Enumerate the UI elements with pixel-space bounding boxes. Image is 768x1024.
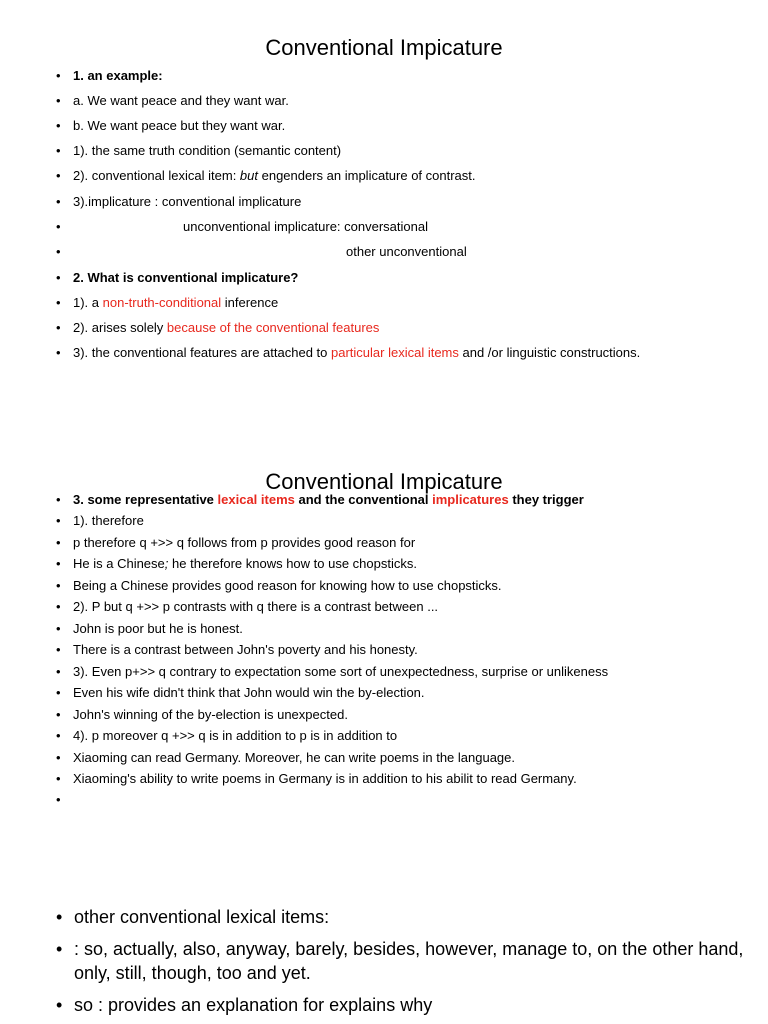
slide2-bullet-item — [56, 620, 748, 637]
bullet-text — [73, 167, 748, 184]
text-run: 1). the same truth condition (semantic content) — [73, 143, 342, 158]
text-run: he therefore knows how to use chopsticks. — [168, 556, 417, 571]
slide2-bullet-item — [56, 727, 748, 744]
bullet-text — [73, 243, 748, 260]
slide1-bullet-item — [56, 344, 748, 361]
bullet-text — [73, 193, 748, 210]
text-run: implicatures — [432, 492, 509, 507]
slide2-bullet-item — [56, 663, 748, 680]
bullet-dot-icon: • — [56, 750, 61, 765]
text-run: He is a Chinese — [73, 556, 165, 571]
text-run: 3). the conventional features are attached to — [73, 345, 332, 360]
text-run: engenders an implicature of contrast. — [258, 168, 476, 183]
bullet-text — [73, 534, 748, 551]
text-run: but — [239, 168, 258, 183]
text-run: particular lexical items — [331, 345, 459, 360]
bullet-dot-icon: • — [56, 219, 61, 234]
slide2-bullet-item — [56, 684, 748, 701]
text-run: Xiaoming can read Germany. Moreover, he can write poems in the language. — [73, 750, 515, 765]
bullet-dot-icon: • — [56, 728, 61, 743]
bullet-dot-icon: • — [56, 194, 61, 209]
text-run: inference — [221, 295, 279, 310]
text-run: John's winning of the by-election is unexpected. — [73, 707, 348, 722]
slide1-bullet-item — [56, 167, 748, 184]
bullet-dot-icon: • — [56, 621, 61, 636]
bullet-text — [73, 269, 748, 286]
slide1-bullet-item — [56, 294, 748, 311]
bullet-dot-icon: • — [56, 995, 63, 1015]
bullet-dot-icon: • — [56, 118, 61, 133]
slide2-bullet-item — [56, 770, 748, 787]
bullet-text — [73, 727, 748, 744]
bullet-dot-icon: • — [56, 771, 61, 786]
bullet-dot-icon: • — [56, 707, 61, 722]
bullet-text — [73, 641, 748, 658]
slide1-bullet-item — [56, 117, 748, 134]
slide1-bullet-item — [56, 67, 748, 84]
bullet-dot-icon: • — [56, 642, 61, 657]
bullet-dot-icon: • — [56, 578, 61, 593]
slide2-bullet-item — [56, 555, 748, 572]
text-run: 1. an example: — [73, 68, 163, 83]
text-run: p therefore q +>> q follows from p provides good reason for — [73, 535, 416, 550]
text-run: 3). Even p+>> q contrary to expectation some sort of unexpectedness, surprise or unlikeness — [73, 664, 609, 679]
bullet-text — [73, 491, 748, 508]
text-run: other conventional lexical items: — [74, 907, 330, 927]
bullet-text — [74, 937, 748, 985]
bullet-dot-icon: • — [56, 535, 61, 550]
slide2-bullet-item — [56, 598, 748, 615]
bullet-dot-icon: • — [56, 320, 61, 335]
text-run: they trigger — [508, 492, 584, 507]
text-run: : so, actually, also, anyway, barely, besides, however, manage to, on the other hand, only, still, though, too and yet. — [74, 939, 744, 983]
bullet-text — [73, 142, 748, 159]
text-run: so : provides an explanation for explains why — [74, 995, 433, 1015]
bullet-dot-icon: • — [56, 93, 61, 108]
bullet-dot-icon: • — [56, 599, 61, 614]
bullet-text — [73, 512, 748, 529]
bullet-text — [73, 663, 748, 680]
text-run: 1). a — [73, 295, 103, 310]
text-run: John is poor but he is honest. — [73, 621, 243, 636]
text-run: non-truth-conditional — [102, 295, 222, 310]
text-run: There is a contrast between John's poverty and his honesty. — [73, 642, 418, 657]
bullet-text — [73, 218, 748, 235]
slide1-bullet-item — [56, 269, 748, 286]
text-run: because of the conventional features — [166, 320, 380, 335]
slide1-bullet-item — [56, 193, 748, 210]
slide2-title: Conventional Impicature — [265, 469, 503, 494]
text-run: 1). therefore — [73, 513, 144, 528]
text-run: 2). conventional lexical item: — [73, 168, 240, 183]
bullet-dot-icon: • — [56, 664, 61, 679]
text-run: 2). P but q +>> p contrasts with q there is a contrast between ... — [73, 599, 439, 614]
slide3-bullet-item — [56, 937, 748, 985]
bullet-dot-icon: • — [56, 143, 61, 158]
text-run: lexical items — [217, 492, 295, 507]
text-run: and /or linguistic constructions. — [458, 345, 641, 360]
slide2-bullet-item — [56, 641, 748, 658]
bullet-text — [73, 770, 748, 787]
slide1-bullet-item — [56, 319, 748, 336]
text-run: other unconventional — [346, 244, 467, 259]
slide2-bullet-item — [56, 512, 748, 529]
bullet-dot-icon: • — [56, 492, 61, 507]
bullet-text — [73, 67, 748, 84]
text-run: 2). arises solely — [73, 320, 167, 335]
slide1-bullet-item — [56, 243, 748, 260]
text-run: Even his wife didn't think that John would win the by-election. — [73, 685, 425, 700]
bullet-dot-icon: • — [56, 685, 61, 700]
bullet-dot-icon: • — [56, 270, 61, 285]
slide1-bullet-item — [56, 218, 748, 235]
text-run: ; — [164, 556, 169, 571]
slide2-bullet-item — [56, 491, 748, 508]
bullet-text — [73, 344, 748, 361]
slide2-bullet-item — [56, 534, 748, 551]
slide3-bullet-item — [56, 993, 748, 1017]
bullet-text — [73, 294, 748, 311]
text-run: Xiaoming's ability to write poems in Germany is in addition to his abilit to read Germany. — [73, 771, 577, 786]
bullet-dot-icon: • — [56, 792, 61, 807]
slide1-bullet-item — [56, 92, 748, 109]
slide1-title: Conventional Impicature — [265, 35, 503, 60]
bullet-dot-icon: • — [56, 556, 61, 571]
bullet-text — [73, 706, 748, 723]
text-run: 4). p moreover q +>> q is in addition to p is in addition to — [73, 728, 398, 743]
text-run: unconventional implicature: conversational — [183, 219, 428, 234]
text-run: b. We want peace but they want war. — [73, 118, 286, 133]
slide3-bullet-item — [56, 905, 748, 929]
bullet-text — [74, 905, 748, 929]
bullet-text — [74, 993, 748, 1017]
text-run: and the conventional — [294, 492, 433, 507]
bullet-text — [73, 620, 748, 637]
text-run: 3).implicature : conventional implicature — [73, 194, 302, 209]
bullet-dot-icon: • — [56, 68, 61, 83]
bullet-dot-icon: • — [56, 244, 61, 259]
text-run: 2. What is conventional implicature? — [73, 270, 299, 285]
bullet-text — [73, 684, 748, 701]
text-run: 3. some representative — [73, 492, 218, 507]
slide2-bullet-item — [56, 706, 748, 723]
bullet-text — [73, 92, 748, 109]
slide2-bullet-item — [56, 749, 748, 766]
bullet-dot-icon: • — [56, 345, 61, 360]
bullet-dot-icon: • — [56, 907, 63, 927]
slide2-bullet-item — [56, 577, 748, 594]
bullet-text — [73, 577, 748, 594]
bullet-dot-icon: • — [56, 513, 61, 528]
slide1-bullet-item — [56, 142, 748, 159]
bullet-text — [73, 117, 748, 134]
bullet-text — [73, 555, 748, 572]
text-run: a. We want peace and they want war. — [73, 93, 289, 108]
bullet-text — [73, 598, 748, 615]
bullet-text — [73, 319, 748, 336]
text-run: Being a Chinese provides good reason for knowing how to use chopsticks. — [73, 578, 502, 593]
bullet-dot-icon: • — [56, 295, 61, 310]
bullet-dot-icon: • — [56, 939, 63, 959]
bullet-text — [73, 749, 748, 766]
bullet-dot-icon: • — [56, 168, 61, 183]
